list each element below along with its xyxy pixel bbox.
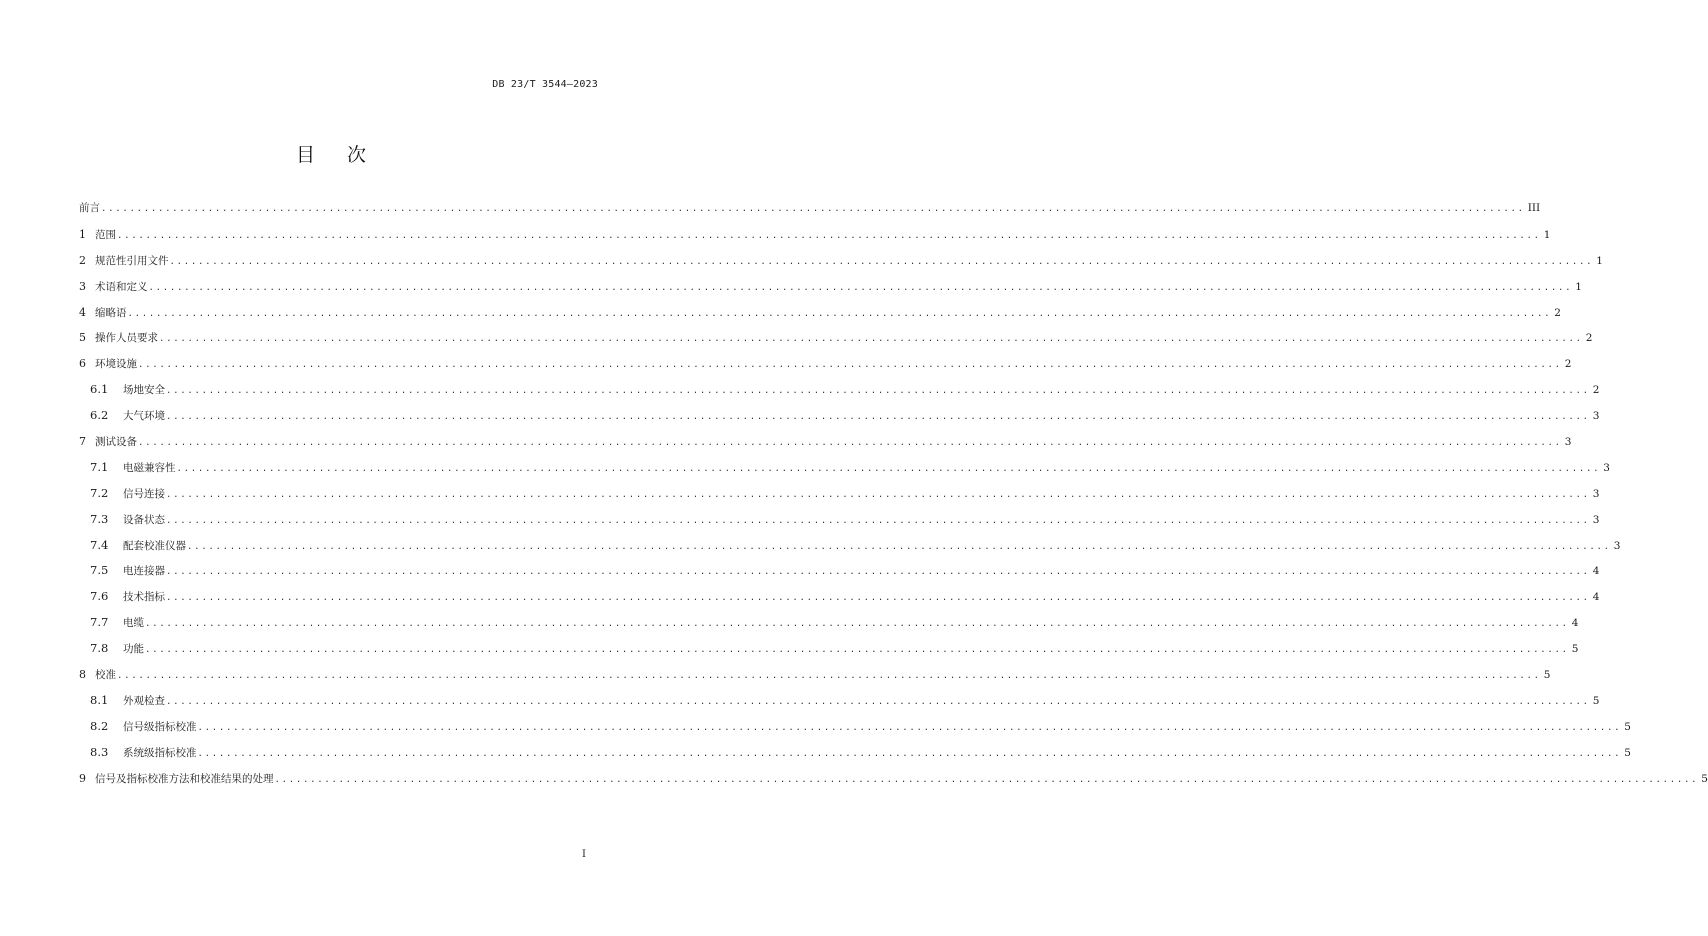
toc-entry-label: 操作人员要求 — [95, 332, 158, 345]
toc-entry-number: 9 — [79, 771, 86, 785]
toc-leader-dots: ........................................................................................................................................................................................................ — [166, 386, 1590, 397]
toc-entry-page: 2 — [1554, 306, 1561, 319]
toc-leader-dots: ........................................................................................................................................................................................................ — [166, 489, 1590, 500]
toc-leader-dots: ........................................................................................................................................................................................................ — [117, 230, 1541, 241]
toc-entry-page: 5 — [1571, 643, 1579, 656]
toc-leader-dots: ........................................................................................................................................................................................................ — [101, 204, 1525, 214]
toc-entry-number: 6.2 — [90, 408, 109, 423]
toc-entry-label: 校准 — [95, 669, 116, 682]
toc-entry[interactable] — [79, 714, 1631, 740]
toc-entry-number: 8.3 — [90, 744, 109, 759]
toc-entry-page: 2 — [1592, 384, 1600, 397]
toc-entry[interactable] — [79, 351, 1572, 377]
toc-entry-page: 5 — [1543, 669, 1551, 682]
toc-leader-dots: ........................................................................................................................................................................................................ — [138, 360, 1562, 371]
toc-entry-number: 7.6 — [90, 589, 109, 604]
toc-entry-number: 7.5 — [90, 563, 109, 578]
toc-entry-page: III — [1527, 202, 1541, 214]
toc-entry-label: 前言 — [79, 202, 100, 214]
toc-entry-number: 7.2 — [90, 485, 109, 500]
toc-leader-dots: ........................................................................................................................................................................................................ — [187, 541, 1611, 552]
toc-entry[interactable] — [79, 455, 1610, 481]
toc-entry-number: 6.1 — [90, 382, 109, 397]
toc-entry-label: 配套校准仪器 — [123, 539, 186, 552]
toc-entry[interactable] — [79, 740, 1631, 766]
toc-leader-dots: ........................................................................................................................................................................................................ — [159, 334, 1583, 345]
toc-entry-label: 信号及指标校准方法和校准结果的处理 — [95, 772, 274, 785]
toc-leader-dots: ........................................................................................................................................................................................................ — [166, 593, 1590, 604]
document-code: DB 23/T 3544—2023 — [492, 79, 598, 90]
toc-entry[interactable] — [79, 403, 1600, 429]
toc-entry-number: 3 — [79, 279, 86, 293]
toc-entry-label: 缩略语 — [95, 306, 127, 319]
toc-entry-page: 1 — [1543, 228, 1551, 241]
toc-entry-label: 系统级指标校准 — [123, 746, 197, 759]
toc-entry-label: 功能 — [123, 643, 144, 656]
page-title: 目次 — [295, 144, 398, 166]
toc-entry-page: 1 — [1596, 254, 1603, 267]
toc-leader-dots: ........................................................................................................................................................................................................ — [169, 256, 1594, 267]
toc-entry-number: 8.1 — [90, 692, 109, 707]
toc-entry-page: 3 — [1592, 410, 1600, 423]
toc-leader-dots: ........................................................................................................................................................................................................ — [197, 748, 1622, 759]
toc-entry-number: 2 — [79, 253, 86, 267]
toc-entry-page: 3 — [1603, 461, 1610, 474]
toc-entry-number: 7.7 — [90, 615, 109, 630]
toc-entry-label: 电缆 — [123, 617, 144, 630]
toc-entry[interactable] — [79, 222, 1551, 248]
toc-leader-dots: ........................................................................................................................................................................................................ — [117, 671, 1541, 682]
toc-entry[interactable] — [79, 766, 1708, 792]
table-of-contents — [79, 196, 1708, 791]
toc-entry-label: 大气环境 — [123, 410, 165, 423]
toc-entry-page: 3 — [1613, 539, 1621, 552]
toc-entry-label: 设备状态 — [123, 513, 165, 526]
toc-entry-number: 7.1 — [90, 459, 109, 474]
toc-entry-label: 电磁兼容性 — [123, 461, 176, 474]
toc-leader-dots: ........................................................................................................................................................................................................ — [176, 463, 1601, 474]
toc-entry-label: 外观检查 — [123, 694, 165, 707]
toc-entry-number: 7.3 — [90, 511, 109, 526]
toc-entry-page: 3 — [1592, 513, 1600, 526]
toc-entry[interactable] — [79, 507, 1600, 533]
toc-entry[interactable] — [79, 325, 1593, 351]
toc-entry-page: 2 — [1564, 358, 1572, 371]
toc-entry-page: 5 — [1624, 746, 1631, 759]
toc-entry-number: 1 — [79, 227, 86, 241]
toc-entry-label: 环境设施 — [95, 358, 137, 371]
toc-entry[interactable] — [79, 636, 1579, 662]
toc-entry[interactable] — [79, 662, 1551, 688]
toc-entry-label: 信号级指标校准 — [123, 720, 197, 733]
toc-entry-label: 电连接器 — [123, 565, 165, 578]
toc-entry-number: 5 — [79, 331, 86, 345]
toc-leader-dots: ........................................................................................................................................................................................................ — [274, 774, 1699, 785]
toc-entry-page: 3 — [1592, 487, 1600, 500]
toc-leader-dots: ........................................................................................................................................................................................................ — [166, 412, 1590, 423]
toc-entry[interactable] — [79, 300, 1561, 326]
toc-entry[interactable] — [79, 377, 1600, 403]
toc-entry[interactable] — [79, 533, 1621, 559]
toc-entry-page: 5 — [1701, 772, 1708, 785]
toc-leader-dots: ........................................................................................................................................................................................................ — [166, 515, 1590, 526]
toc-entry[interactable] — [79, 429, 1572, 455]
toc-entry-number: 8 — [79, 668, 86, 682]
toc-entry-page: 4 — [1571, 617, 1579, 630]
toc-leader-dots: ........................................................................................................................................................................................................ — [197, 722, 1622, 733]
toc-entry-page: 5 — [1624, 720, 1631, 733]
toc-entry[interactable] — [79, 688, 1600, 714]
toc-leader-dots: ........................................................................................................................................................................................................ — [166, 696, 1590, 707]
toc-entry-number: 7.8 — [90, 641, 109, 656]
toc-entry-number: 6 — [79, 357, 86, 371]
toc-entry-number: 7 — [79, 435, 86, 449]
toc-entry[interactable] — [79, 481, 1600, 507]
toc-entry-label: 测试设备 — [95, 436, 137, 449]
toc-entry-label: 技术指标 — [123, 591, 165, 604]
toc-leader-dots: ........................................................................................................................................................................................................ — [145, 619, 1569, 630]
toc-entry-page: 1 — [1575, 280, 1582, 293]
toc-entry-number: 7.4 — [90, 537, 109, 552]
toc-entry-number: 8.2 — [90, 718, 109, 733]
toc-entry-label: 信号连接 — [123, 487, 165, 500]
toc-entry-label: 规范性引用文件 — [95, 254, 169, 267]
toc-entry-page: 2 — [1585, 332, 1593, 345]
toc-entry-page: 4 — [1592, 591, 1600, 604]
toc-entry[interactable] — [79, 274, 1582, 300]
toc-entry[interactable] — [79, 196, 1541, 222]
toc-entry-page: 5 — [1592, 694, 1600, 707]
toc-entry[interactable] — [79, 610, 1579, 636]
toc-entry[interactable] — [79, 584, 1600, 610]
toc-entry-page: 3 — [1564, 436, 1572, 449]
toc-leader-dots: ........................................................................................................................................................................................................ — [127, 308, 1552, 319]
toc-leader-dots: ........................................................................................................................................................................................................ — [145, 645, 1569, 656]
toc-entry-label: 术语和定义 — [95, 280, 148, 293]
toc-entry-label: 场地安全 — [123, 384, 165, 397]
toc-entry[interactable] — [79, 248, 1603, 274]
toc-entry[interactable] — [79, 558, 1600, 584]
toc-entry-label: 范围 — [95, 228, 116, 241]
toc-entry-number: 4 — [79, 305, 86, 319]
toc-entry-page: 4 — [1592, 565, 1600, 578]
toc-leader-dots: ........................................................................................................................................................................................................ — [148, 282, 1573, 293]
page-number: I — [582, 849, 586, 860]
toc-leader-dots: ........................................................................................................................................................................................................ — [166, 567, 1590, 578]
toc-leader-dots: ........................................................................................................................................................................................................ — [138, 438, 1562, 449]
